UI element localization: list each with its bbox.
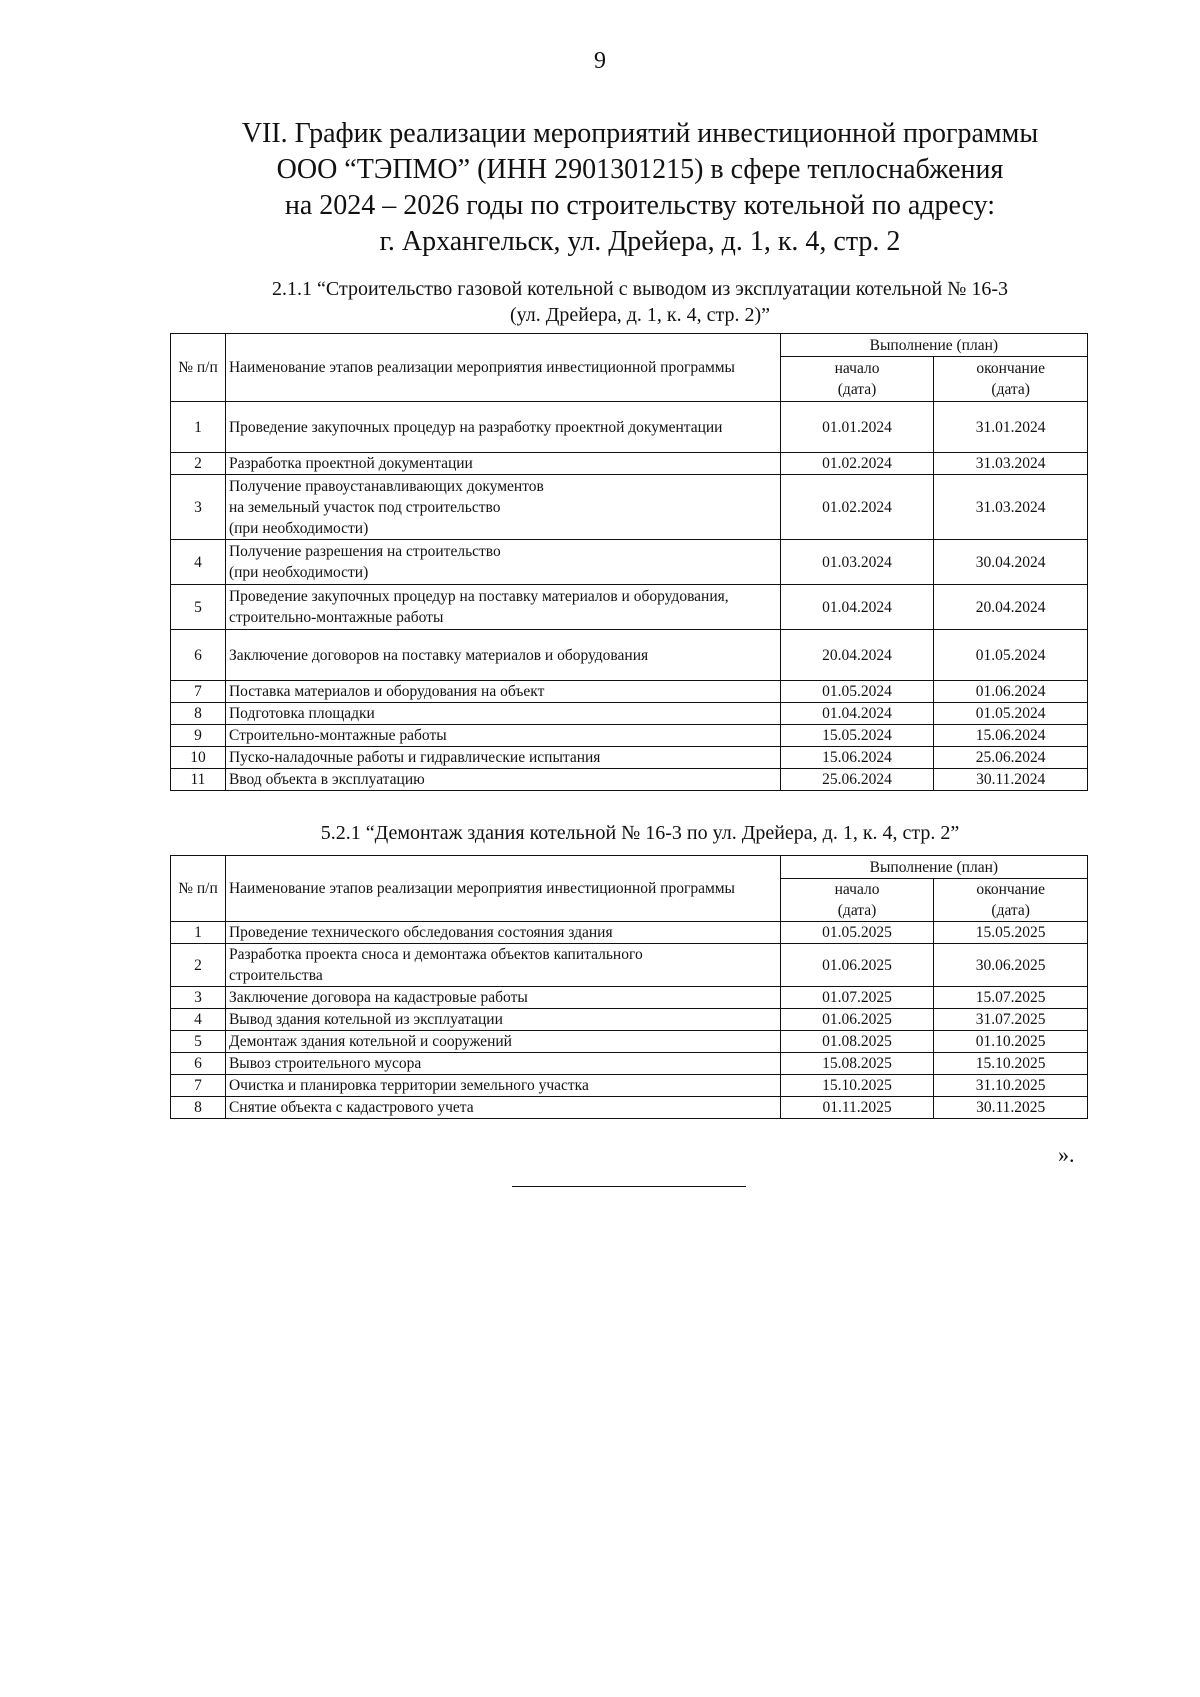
stage-name — [225, 1053, 780, 1075]
end-date: 31.01.2024 — [934, 402, 1088, 453]
row-number: 10 — [171, 747, 226, 769]
header-stage: Наименование этапов реализации мероприятия инвестиционной программы — [225, 334, 780, 402]
start-date: 20.04.2024 — [780, 630, 934, 681]
table-body — [171, 922, 1088, 1119]
end-date: 01.10.2025 — [934, 1031, 1088, 1053]
stage-line: Проведение закупочных процедур на поставку материалов и оборудования, — [228, 588, 729, 605]
stage-name — [225, 402, 780, 453]
stage-name — [225, 453, 780, 475]
table-row — [171, 1097, 1088, 1119]
table-row — [171, 747, 1088, 769]
stage-line: Получение разрешения на строительство — [228, 543, 501, 560]
row-number: 8 — [171, 1097, 226, 1119]
end-date: 15.10.2025 — [934, 1053, 1088, 1075]
stage-line: Строительно-монтажные работы — [228, 727, 447, 744]
row-number: 11 — [171, 769, 226, 791]
schedule-table-5-2-1 — [170, 855, 1088, 1119]
row-number: 8 — [171, 703, 226, 725]
header-start: начало (дата) — [780, 357, 934, 402]
table-row — [171, 402, 1088, 453]
table-body — [171, 402, 1088, 791]
row-number: 1 — [171, 402, 226, 453]
end-date: 01.05.2024 — [934, 630, 1088, 681]
stage-name — [225, 630, 780, 681]
row-number: 5 — [171, 1031, 226, 1053]
header-start: начало (дата) — [780, 879, 934, 922]
row-number: 7 — [171, 1075, 226, 1097]
stage-name — [225, 1097, 780, 1119]
row-number: 2 — [171, 453, 226, 475]
stage-line: строительно-монтажные работы — [228, 609, 444, 626]
start-date: 15.10.2025 — [780, 1075, 934, 1097]
table-row — [171, 703, 1088, 725]
schedule-table-2-1-1 — [170, 333, 1088, 791]
stage-line: Очистка и планировка территории земельного участка — [228, 1077, 589, 1094]
stage-name — [225, 681, 780, 703]
start-date: 01.01.2024 — [780, 402, 934, 453]
page-number: 9 — [594, 48, 606, 74]
stage-name — [225, 1075, 780, 1097]
table-row — [171, 922, 1088, 944]
start-date: 01.05.2024 — [780, 681, 934, 703]
end-date: 15.07.2025 — [934, 987, 1088, 1009]
start-date: 15.05.2024 — [780, 725, 934, 747]
stage-name — [225, 769, 780, 791]
start-date: 01.05.2025 — [780, 922, 934, 944]
end-date: 30.11.2025 — [934, 1097, 1088, 1119]
stage-name — [225, 987, 780, 1009]
stage-line: Заключение договоров на поставку материалов и оборудования — [228, 646, 649, 664]
stage-line: (при необходимости) — [228, 519, 369, 537]
start-date: 01.02.2024 — [780, 453, 934, 475]
section-title-5-2-1 — [160, 820, 1120, 846]
stage-name — [225, 585, 780, 630]
start-date: 01.11.2025 — [780, 1097, 934, 1119]
end-date: 31.03.2024 — [934, 475, 1088, 540]
end-date: 30.04.2024 — [934, 540, 1088, 585]
row-number: 3 — [171, 987, 226, 1009]
table-row — [171, 1075, 1088, 1097]
start-date: 01.04.2024 — [780, 703, 934, 725]
stage-line: Получение правоустанавливающих документов — [228, 477, 544, 495]
stage-line: Вывоз строительного мусора — [228, 1055, 422, 1072]
stage-name — [225, 922, 780, 944]
start-date: 01.07.2025 — [780, 987, 934, 1009]
end-date: 01.06.2024 — [934, 681, 1088, 703]
table-row — [171, 1031, 1088, 1053]
row-number: 6 — [171, 1053, 226, 1075]
title-line: г. Архангельск, ул. Дрейера, д. 1, к. 4, стр. 2 — [379, 226, 901, 257]
stage-name — [225, 475, 780, 540]
start-date: 01.06.2025 — [780, 1009, 934, 1031]
row-number: 2 — [171, 944, 226, 987]
header-num: № п/п — [171, 334, 226, 402]
start-date: 25.06.2024 — [780, 769, 934, 791]
stage-line: Заключение договора на кадастровые работы — [228, 989, 528, 1006]
stage-line: Ввод объекта в эксплуатацию — [228, 771, 425, 788]
stage-line: Разработка проектной документации — [228, 455, 473, 472]
start-date: 01.06.2025 — [780, 944, 934, 987]
table-row — [171, 453, 1088, 475]
stage-name — [225, 1009, 780, 1031]
table-row — [171, 585, 1088, 630]
header-num: № п/п — [171, 856, 226, 922]
table-row — [171, 769, 1088, 791]
stage-name — [225, 703, 780, 725]
section-title-line: (ул. Дрейера, д. 1, к. 4, стр. 2)” — [509, 304, 771, 326]
section-title-2-1-1 — [160, 276, 1120, 328]
start-date: 01.04.2024 — [780, 585, 934, 630]
title-line: на 2024 – 2026 годы по строительству котельной по адресу: — [284, 190, 996, 221]
table-row — [171, 1053, 1088, 1075]
end-date: 31.10.2025 — [934, 1075, 1088, 1097]
end-date: 31.03.2024 — [934, 453, 1088, 475]
end-date: 30.06.2025 — [934, 944, 1088, 987]
start-date: 01.03.2024 — [780, 540, 934, 585]
row-number: 5 — [171, 585, 226, 630]
table-row — [171, 540, 1088, 585]
header-execution: Выполнение (план) — [780, 856, 1087, 879]
stage-name — [225, 725, 780, 747]
stage-name — [225, 540, 780, 585]
row-number: 6 — [171, 630, 226, 681]
table-row — [171, 725, 1088, 747]
document-title — [160, 116, 1120, 260]
end-date: 30.11.2024 — [934, 769, 1088, 791]
stage-line: Демонтаж здания котельной и сооружений — [228, 1033, 512, 1050]
header-end: окончание (дата) — [934, 879, 1088, 922]
end-date: 25.06.2024 — [934, 747, 1088, 769]
table-row — [171, 475, 1088, 540]
stage-name — [225, 944, 780, 987]
table-row — [171, 944, 1088, 987]
stage-name — [225, 1031, 780, 1053]
header-execution: Выполнение (план) — [780, 334, 1087, 357]
end-date: 15.05.2025 — [934, 922, 1088, 944]
header-stage: Наименование этапов реализации мероприятия инвестиционной программы — [225, 856, 780, 922]
end-divider — [512, 1186, 746, 1187]
stage-line: Проведение закупочных процедур на разработку проектной документации — [228, 418, 723, 436]
stage-line: строительства — [228, 967, 323, 984]
start-date: 15.08.2025 — [780, 1053, 934, 1075]
start-date: 15.06.2024 — [780, 747, 934, 769]
stage-line: Вывод здания котельной из эксплуатации — [228, 1011, 503, 1028]
header-end: окончание (дата) — [934, 357, 1088, 402]
stage-line: Поставка материалов и оборудования на объект — [228, 683, 545, 700]
row-number: 9 — [171, 725, 226, 747]
row-number: 3 — [171, 475, 226, 540]
title-line: ООО “ТЭПМО” (ИНН 2901301215) в сфере теплоснабжения — [276, 154, 1004, 185]
row-number: 4 — [171, 1009, 226, 1031]
stage-line: Снятие объекта с кадастрового учета — [228, 1099, 474, 1116]
stage-line: на земельный участок под строительство — [228, 498, 501, 516]
title-line: VII. График реализации мероприятий инвестиционной программы — [241, 118, 1039, 149]
table-row — [171, 681, 1088, 703]
stage-line: Подготовка площадки — [228, 705, 375, 722]
row-number: 1 — [171, 922, 226, 944]
end-date: 31.07.2025 — [934, 1009, 1088, 1031]
section-title-line: 2.1.1 “Строительство газовой котельной с выводом из эксплуатации котельной № 16-3 — [272, 278, 1008, 300]
stage-line: Разработка проекта сноса и демонтажа объектов капитального — [228, 946, 643, 963]
row-number: 4 — [171, 540, 226, 585]
row-number: 7 — [171, 681, 226, 703]
end-date: 01.05.2024 — [934, 703, 1088, 725]
start-date: 01.02.2024 — [780, 475, 934, 540]
stage-line: Проведение технического обследования состояния здания — [228, 924, 613, 941]
stage-line: (при необходимости) — [228, 564, 369, 581]
stage-name — [225, 747, 780, 769]
stage-line: Пуско-наладочные работы и гидравлические испытания — [228, 749, 601, 766]
section-title-line: 5.2.1 “Демонтаж здания котельной № 16-3 по ул. Дрейера, д. 1, к. 4, стр. 2” — [320, 822, 960, 844]
start-date: 01.08.2025 — [780, 1031, 934, 1053]
end-date: 20.04.2024 — [934, 585, 1088, 630]
end-date: 15.06.2024 — [934, 725, 1088, 747]
closing-quote-mark: ». — [1058, 1142, 1075, 1167]
table-row — [171, 630, 1088, 681]
table-row — [171, 1009, 1088, 1031]
table-row — [171, 987, 1088, 1009]
